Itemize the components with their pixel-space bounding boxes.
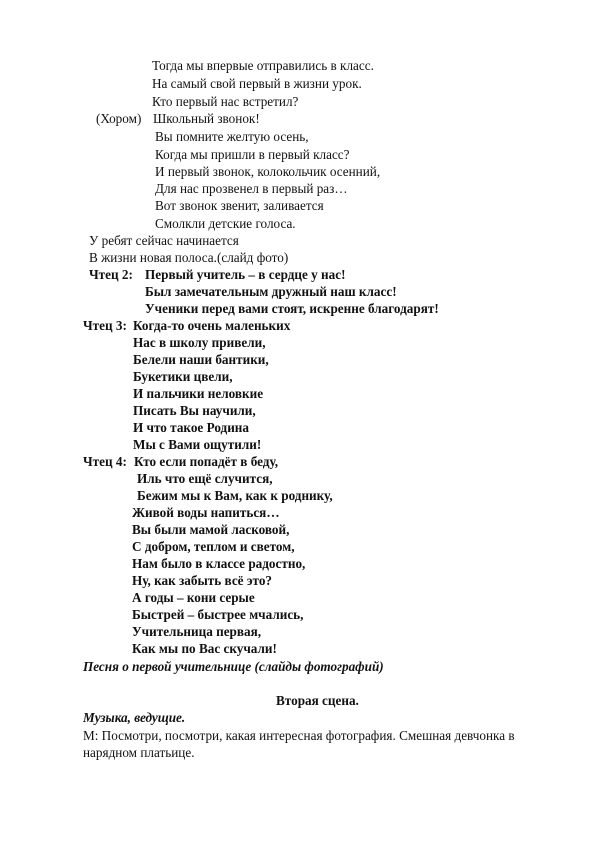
poem-line: Вот звонок звенит, заливается	[155, 198, 324, 213]
poem-line: С добром, теплом и светом,	[132, 539, 295, 554]
narration-line: В жизни новая полоса.(слайд фото)	[89, 250, 289, 265]
poem-line: Белели наши бантики,	[133, 352, 269, 367]
dialogue-line: нарядном платьице.	[83, 745, 195, 760]
poem-line: Живой воды напиться…	[132, 505, 280, 520]
poem-line: Когда-то очень маленьких	[133, 318, 291, 333]
reader-3-label: Чтец 3:	[83, 318, 127, 333]
poem-line: Писать Вы научили,	[133, 403, 256, 418]
reader-4-label: Чтец 4:	[83, 454, 127, 469]
poem-line: Для нас прозвенел в первый раз…	[155, 181, 348, 196]
poem-line: На самый свой первый в жизни урок.	[152, 76, 362, 91]
reader-2-label: Чтец 2:	[89, 267, 133, 282]
poem-line: Мы с Вами ощутили!	[133, 437, 262, 452]
poem-line: Когда мы пришли в первый класс?	[155, 147, 350, 162]
poem-line: И что такое Родина	[133, 420, 249, 435]
poem-line: Был замечательным дружный наш класс!	[145, 284, 397, 299]
poem-line: Кто первый нас встретил?	[152, 94, 299, 109]
dialogue-line: М: Посмотри, посмотри, какая интересная фотография. Смешная девчонка в	[83, 728, 515, 743]
chorus-label: (Хором)	[96, 111, 142, 126]
poem-line: Вы были мамой ласковой,	[132, 522, 290, 537]
poem-line: Вы помните желтую осень,	[155, 129, 309, 144]
poem-line: Кто если попадёт в беду,	[134, 454, 279, 469]
poem-line: Нас в школу привели,	[133, 335, 266, 350]
poem-line: Учительница первая,	[132, 624, 262, 639]
poem-line: А годы – кони серые	[132, 590, 255, 605]
poem-line: Школьный звонок!	[153, 111, 260, 126]
poem-line: Ну, как забыть всё это?	[132, 573, 273, 588]
poem-line: Первый учитель – в сердце у нас!	[145, 267, 346, 282]
poem-line: Бежим мы к Вам, как к роднику,	[137, 488, 333, 503]
poem-line: И первый звонок, колокольчик осенний,	[155, 164, 381, 179]
poem-line: Тогда мы впервые отправились в класс.	[152, 58, 374, 73]
poem-line: Как мы по Вас скучали!	[132, 641, 277, 656]
narration-line: У ребят сейчас начинается	[89, 233, 239, 248]
poem-line: И пальчики неловкие	[133, 386, 264, 401]
poem-line: Смолкли детские голоса.	[155, 216, 296, 231]
stage-direction: Музыка, ведущие.	[83, 710, 186, 725]
poem-line: Нам было в классе радостно,	[132, 556, 306, 571]
poem-line: Ученики перед вами стоят, искренне благодарят!	[145, 301, 439, 316]
poem-line: Букетики цвели,	[133, 369, 233, 384]
song-title: Песня о первой учительнице (слайды фотографий)	[83, 659, 384, 674]
poem-line: Иль что ещё случится,	[137, 471, 273, 486]
scene-heading: Вторая сцена.	[276, 693, 359, 708]
poem-line: Быстрей – быстрее мчались,	[132, 607, 304, 622]
